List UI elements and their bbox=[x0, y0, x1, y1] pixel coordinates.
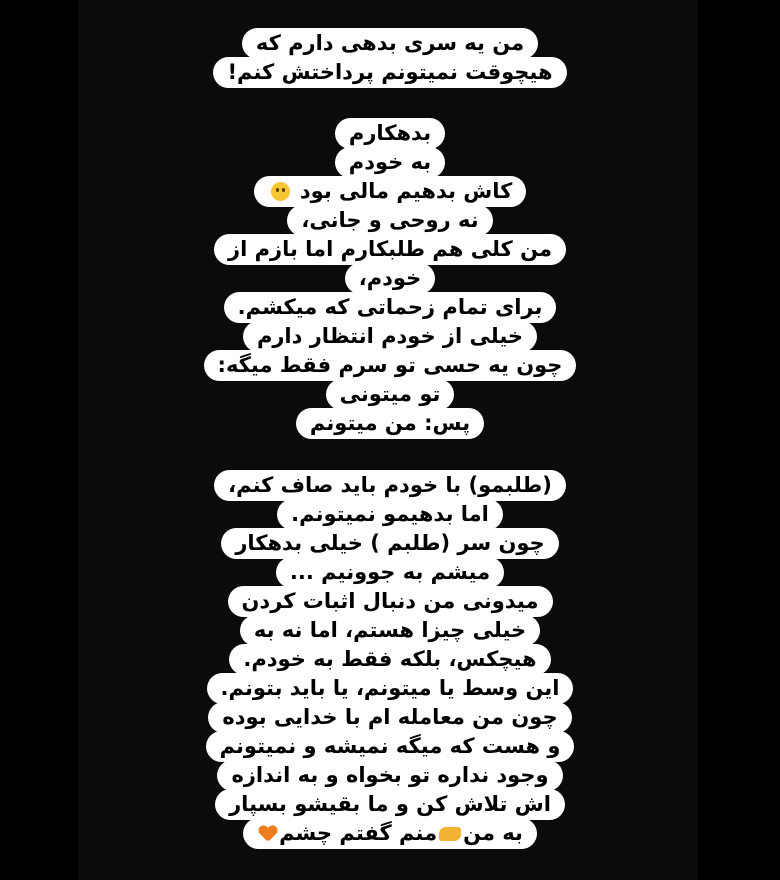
text-line: (طلبمو) با خودم باید صاف کنم، bbox=[214, 470, 566, 501]
text-line: پس: من میتونم bbox=[296, 408, 484, 439]
text-line: اش تلاش کن و ما بقیشو بسپار bbox=[215, 789, 565, 820]
text-block-1 bbox=[0, 28, 780, 88]
text-line: من کلی هم طلبکارم اما بازم از bbox=[214, 234, 566, 265]
text-line: هیچکس، بلکه فقط به خودم. bbox=[229, 644, 550, 675]
text-line: بدهکارم bbox=[335, 118, 445, 149]
text-line: این وسط یا میتونم، یا باید بتونم. bbox=[207, 673, 574, 704]
text-line: به خودم bbox=[335, 147, 445, 178]
text-line: خودم، bbox=[345, 263, 435, 294]
text-line-content: کاش بدهیم مالی بود bbox=[299, 179, 513, 203]
text-line-last bbox=[243, 818, 537, 849]
text-line: خیلی از خودم انتظار دارم bbox=[243, 321, 537, 352]
text-line: برای تمام زحماتی که میکشم. bbox=[224, 292, 557, 323]
text-line: و هست که میگه نمیشه و نمیتونم bbox=[206, 731, 575, 762]
text-line: نه روحی و جانی، bbox=[287, 205, 492, 236]
text-line: هیچوقت نمیتونم پرداختش کنم! bbox=[213, 57, 566, 88]
text-line-content: منم گفتم چشم bbox=[279, 821, 438, 845]
text-block-2 bbox=[0, 118, 780, 439]
text-line: وجود نداره تو بخواه و به اندازه bbox=[217, 760, 562, 791]
text-line: چون سر (طلبم ) خیلی بدهکار bbox=[221, 528, 558, 559]
slightly-smiling-face-icon bbox=[271, 182, 290, 201]
text-line: تو میتونی bbox=[326, 379, 455, 410]
text-block-3 bbox=[0, 470, 780, 849]
handshake-icon bbox=[439, 827, 461, 841]
text-line: چون من معامله ام با خدایی بوده bbox=[208, 702, 571, 733]
text-line: من یه سری بدهی دارم که bbox=[242, 28, 538, 59]
text-line: خیلی چیزا هستم، اما نه به bbox=[240, 615, 540, 646]
text-line: اما بدهیمو نمیتونم. bbox=[277, 499, 503, 530]
text-line bbox=[254, 176, 527, 207]
text-line-content: به من bbox=[463, 821, 523, 845]
text-line: چون یه حسی تو سرم فقط میگه: bbox=[204, 350, 577, 381]
text-line: میدونی من دنبال اثبات کردن bbox=[228, 586, 553, 617]
orange-heart-icon bbox=[259, 826, 277, 842]
text-line: میشم به جوونیم ... bbox=[276, 557, 504, 588]
